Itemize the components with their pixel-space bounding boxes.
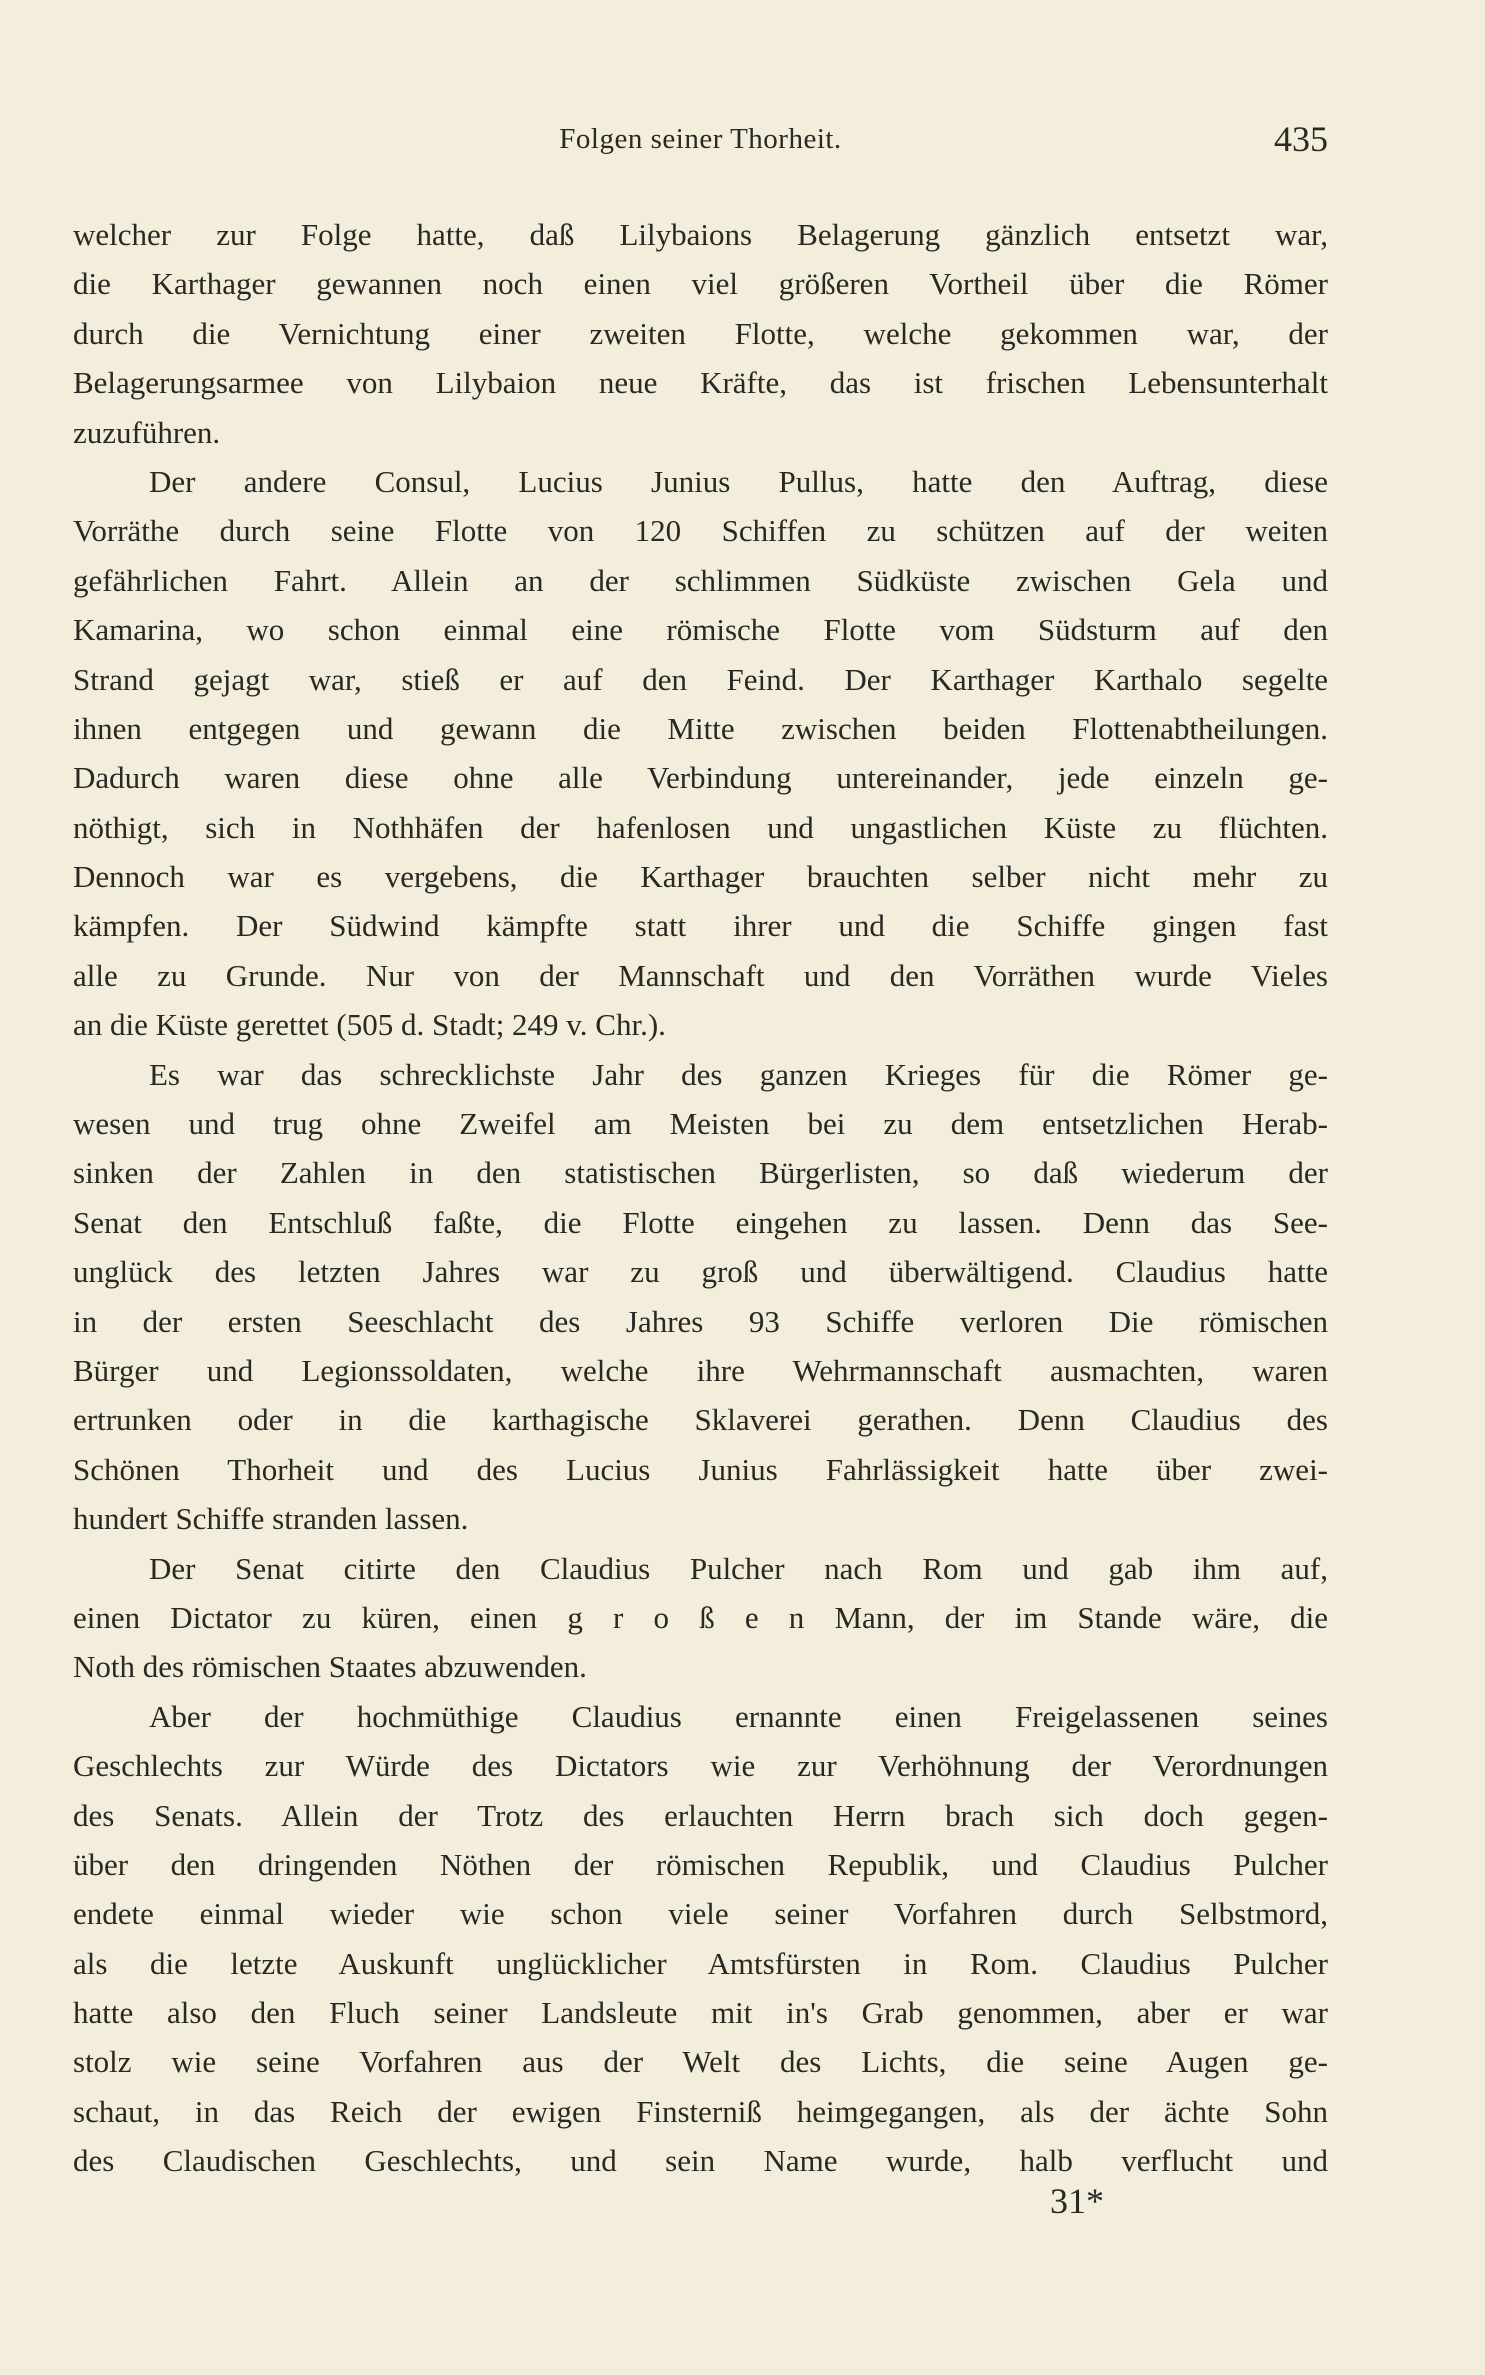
text-line: an die Küste gerettet (505 d. Stadt; 249 v. Chr.).	[73, 1007, 666, 1043]
page-header	[73, 118, 1328, 168]
text-line: des Claudischen Geschlechts, und sein Name wurde, halb verflucht und	[73, 2143, 1328, 2179]
text-line: nöthigt, sich in Nothhäfen der hafenlosen und ungastlichen Küste zu flüchten.	[73, 809, 1328, 845]
paragraph	[73, 1050, 1328, 1544]
text-line: in der ersten Seeschlacht des Jahres 93 Schiffe verloren Die römischen	[73, 1303, 1328, 1339]
text-line: Kamarina, wo schon einmal eine römische Flotte vom Südsturm auf den	[73, 612, 1328, 648]
text-line: Der Senat citirte den Claudius Pulcher nach Rom und gab ihm auf,	[149, 1550, 1328, 1586]
paragraph	[73, 1692, 1328, 2186]
text-line: des Senats. Allein der Trotz des erlauchten Herrn brach sich doch gegen-	[73, 1797, 1328, 1833]
text-line: Vorräthe durch seine Flotte von 120 Schiffen zu schützen auf der weiten	[73, 513, 1328, 549]
text-line: Geschlechts zur Würde des Dictators wie zur Verhöhnung der Verordnungen	[73, 1748, 1328, 1784]
paragraph	[73, 210, 1328, 457]
text-line: Senat den Entschluß faßte, die Flotte eingehen zu lassen. Denn das See-	[73, 1204, 1328, 1240]
signature-mark: 31*	[1050, 2181, 1104, 2221]
text-line: welcher zur Folge hatte, daß Lilybaions Belagerung gänzlich entsetzt war,	[73, 217, 1328, 252]
text-line: hundert Schiffe stranden lassen.	[73, 1501, 469, 1537]
text-line: die Karthager gewannen noch einen viel größeren Vortheil über die Römer	[73, 266, 1328, 302]
text-line: unglück des letzten Jahres war zu groß und überwältigend. Claudius hatte	[73, 1254, 1328, 1290]
page-number: 435	[1274, 119, 1328, 159]
text-line: alle zu Grunde. Nur von der Mannschaft und den Vorräthen wurde Vieles	[73, 957, 1328, 993]
text-line: Belagerungsarmee von Lilybaion neue Kräfte, das ist frischen Lebensunterhalt	[73, 365, 1328, 401]
text-line: zuzuführen.	[73, 414, 221, 450]
text-line: durch die Vernichtung einer zweiten Flotte, welche gekommen war, der	[73, 315, 1328, 351]
text-line: stolz wie seine Vorfahren aus der Welt des Lichts, die seine Augen ge-	[73, 2044, 1328, 2080]
text-line: über den dringenden Nöthen der römischen Republik, und Claudius Pulcher	[73, 1846, 1328, 1882]
text-line: sinken der Zahlen in den statistischen Bürgerlisten, so daß wiederum der	[73, 1155, 1328, 1191]
text-line: Strand gejagt war, stieß er auf den Feind. Der Karthager Karthalo segelte	[73, 661, 1328, 697]
text-line: als die letzte Auskunft unglücklicher Amtsfürsten in Rom. Claudius Pulcher	[73, 1945, 1328, 1981]
text-line: Bürger und Legionssoldaten, welche ihre Wehrmannschaft ausmachten, waren	[73, 1352, 1328, 1388]
text-line: Der andere Consul, Lucius Junius Pullus, hatte den Auftrag, diese	[149, 463, 1328, 499]
text-line: Dadurch waren diese ohne alle Verbindung untereinander, jede einzeln ge-	[73, 760, 1328, 796]
text-line: ertrunken oder in die karthagische Sklaverei gerathen. Denn Claudius des	[73, 1402, 1328, 1438]
text-line: Schönen Thorheit und des Lucius Junius Fahrlässigkeit hatte über zwei-	[73, 1451, 1328, 1487]
text-line: schaut, in das Reich der ewigen Finsterniß heimgegangen, als der ächte Sohn	[73, 2093, 1328, 2129]
text-line: endete einmal wieder wie schon viele seiner Vorfahren durch Selbstmord,	[73, 1896, 1328, 1932]
text-line: hatte also den Fluch seiner Landsleute mit in's Grab genommen, aber er war	[73, 1995, 1328, 2031]
paragraph	[73, 457, 1328, 1050]
text-line: gefährlichen Fahrt. Allein an der schlimmen Südküste zwischen Gela und	[73, 562, 1328, 598]
text-line: Dennoch war es vergebens, die Karthager brauchten selber nicht mehr zu	[73, 859, 1328, 895]
page-body-text	[73, 210, 1328, 2186]
text-line: einen Dictator zu küren, einen g r o ß e n Mann, der im Stande wäre, die	[73, 1599, 1328, 1635]
text-line: ihnen entgegen und gewann die Mitte zwischen beiden Flottenabtheilungen.	[73, 710, 1328, 746]
text-line: wesen und trug ohne Zweifel am Meisten bei zu dem entsetzlichen Herab-	[73, 1106, 1328, 1142]
text-line: Noth des römischen Staates abzuwenden.	[73, 1649, 587, 1685]
text-line: kämpfen. Der Südwind kämpfte statt ihrer und die Schiffe gingen fast	[73, 908, 1328, 944]
running-title: Folgen seiner Thorheit.	[559, 123, 842, 155]
text-line: Aber der hochmüthige Claudius ernannte einen Freigelassenen seines	[149, 1698, 1328, 1734]
paragraph	[73, 1544, 1328, 1692]
text-line: Es war das schrecklichste Jahr des ganzen Krieges für die Römer ge-	[149, 1056, 1328, 1092]
